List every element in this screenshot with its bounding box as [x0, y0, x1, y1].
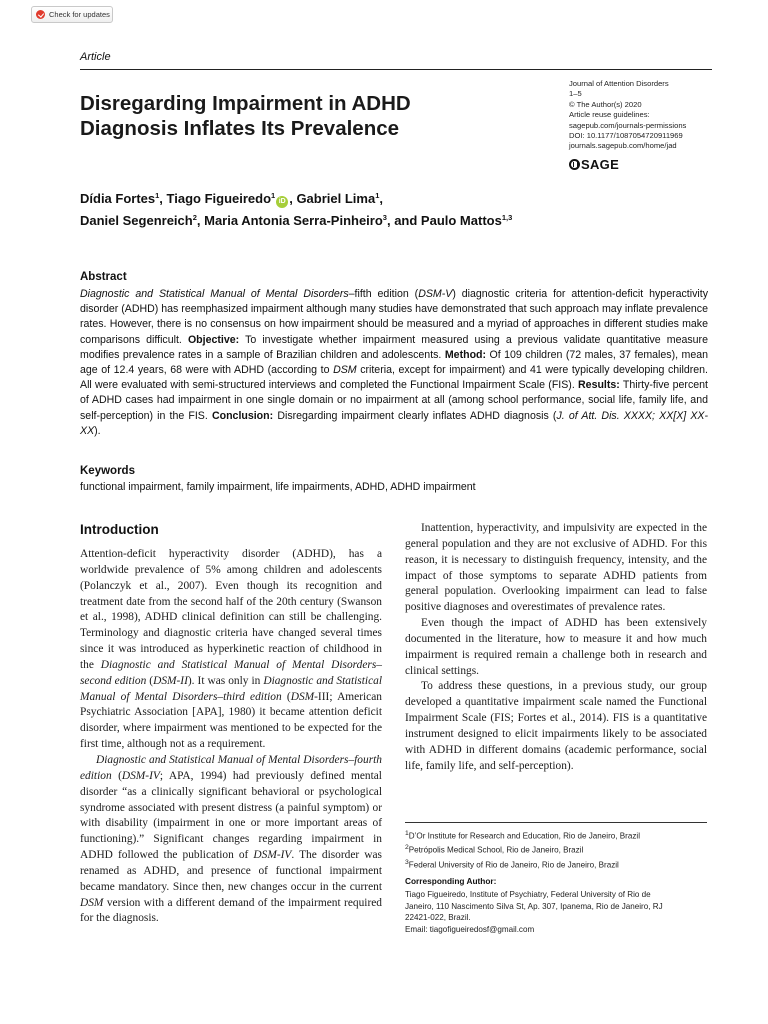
- objective-label: Objective:: [187, 333, 240, 346]
- body-column-right: [405, 521, 707, 775]
- text-fragment: -III; American Psychiatric Association [APA], 1980) it became attention deficit disorder, where impairment was mentioned to be expected for the first time, although not as a requirement.: [80, 690, 382, 751]
- affiliation-text: Petrópolis Medical School, Rio de Janeiro, Brazil: [408, 845, 584, 855]
- keywords-text: functional impairment, family impairment, life impairments, ADHD, ADHD impairment: [80, 481, 476, 493]
- text-fragment: Attention-deficit hyperactivity disorder (ADHD), has a worldwide prevalence of 5% among children and adolescents (Polanczyk et al., 2007). Even though its recognition and treatment date from the second half of the 20th century (Swanson et al., 1998), ADHD clinical definition can still be challenging. Terminology and diagnostic criteria have changed several times since it was introduced as hyperkinetic reaction of childhood in the: [80, 548, 382, 671]
- affiliations: [405, 828, 707, 871]
- article-type: Article: [80, 51, 111, 63]
- footnote-divider: [405, 822, 707, 823]
- method-label: Method:: [444, 348, 487, 361]
- author-name: Dídia Fortes: [80, 191, 156, 206]
- header-divider: [80, 69, 712, 70]
- results-label: Results:: [578, 379, 620, 392]
- author-line: Dídia Fortes$^1$, Tiago Figueiredo$^1$iD , Gabriel Lima$^1$,: [80, 191, 383, 206]
- text-fragment: Diagnostic and Statistical Manual of Mental Disorders–fourth edition: [80, 753, 382, 782]
- affiliation-number: 1: [405, 830, 409, 837]
- author-name: Paulo Mattos: [420, 213, 502, 228]
- affiliation-marker: 1: [155, 191, 160, 200]
- affiliation-item: [405, 857, 707, 871]
- journal-home-link[interactable]: journals.sagepub.com/home/jad: [569, 141, 677, 151]
- paragraph: Even though the impact of ADHD has been extensively documented in the literature, how to measure it and how much impairment is required remain a challenge both in research and clinical settings.: [405, 617, 707, 677]
- abstract-fragment: –fifth edition (: [348, 288, 419, 300]
- abstract-fragment: ) diagnostic criteria for attention-deficit hyperactivity disorder (ADHD) has reemphasized impairment although many studies have demonstrated that such approach may inflate prevalence rates. However, there is no consensus on how impairment should be measured and a myriad of approaches in different studies make comparisons difficult.: [80, 288, 708, 346]
- affiliation-marker: 1: [271, 191, 276, 200]
- publisher-name: SAGE: [581, 157, 620, 172]
- text-fragment: Diagnostic and Statistical Manual of Mental Disorders–third edition: [80, 674, 382, 703]
- abstract-heading: Abstract: [80, 271, 127, 283]
- affiliation-marker: 1: [375, 191, 380, 200]
- check-icon: [36, 10, 45, 19]
- introduction-heading: Introduction: [80, 522, 159, 537]
- permissions-link[interactable]: sagepub.com/journals-permissions: [569, 120, 687, 130]
- objective-text: To investigate whether impairment measured using a previous validate quantitative measure modifies prevalence rates in a sample of Brazilian children and adolescents.: [80, 333, 708, 361]
- journal-meta: [569, 79, 719, 152]
- text-fragment: version with a different demand of the impairment required for the diagnosis.: [80, 896, 382, 925]
- paragraph: To address these questions, in a previous study, our group developed a quantitative impairment scale named the Functional Impairment Scale (FIS; Fortes et al., 2014). FIS is a quantitative instrument designed to elicit impairments likely to be associated with ADHD in different domains (academic performance, social life, family life, and self-perception).: [405, 680, 707, 772]
- corresponding-line: Janeiro, 110 Nascimento Silva St, Ap. 307, Ipanema, Rio de Janeiro, RJ: [405, 901, 663, 911]
- affiliation-item: [405, 842, 707, 856]
- text-fragment: DSM-IV: [253, 849, 292, 862]
- method-text: criteria, except for impairment) and 41 were typically developing children. All were evaluated with semi-structured interviews and completed the Functional Impairment Scale (FIS).: [80, 364, 708, 392]
- author-name: Maria Antonia Serra-Pinheiro: [204, 213, 383, 228]
- text-fragment: DSM-II: [153, 674, 188, 687]
- corresponding-line: 22421-022, Brazil.: [405, 913, 471, 923]
- conclusion-text: Disregarding impairment clearly inflates ADHD diagnosis (: [277, 409, 557, 422]
- affiliation-marker: 3: [382, 213, 387, 222]
- keywords-heading: Keywords: [80, 465, 135, 477]
- abstract-fragment: ).: [94, 424, 101, 437]
- author-line: Daniel Segenreich$^2$, Maria Antonia Serra-Pinheiro$^3$, and Paulo Mattos$^{1,3}$: [80, 213, 513, 228]
- paragraph: Inattention, hyperactivity, and impulsivity are expected in the general population and they are not exclusive of ADHD. For this reason, it is necessary to distinguish frequency, intensity, and the impact of those symptoms to separate ADHD patients from general population. Overlooking impairment can lead to false positive diagnoses and overestimates of prevalence rates.: [405, 522, 707, 614]
- journal-name: Journal of Attention Disorders: [569, 79, 669, 88]
- results-text: Thirty-five percent of ADHD cases had impairment in one single domain or no impairment at all (among school performance, social life, family life, and self-perception) in the FIS.: [80, 379, 708, 422]
- corresponding-author-heading: Corresponding Author:: [405, 876, 497, 886]
- body-column-left: [80, 547, 382, 927]
- affiliation-marker: 2: [192, 213, 197, 222]
- check-for-updates-label: Check for updates: [49, 10, 110, 19]
- corresponding-line: Tiago Figueiredo, Institute of Psychiatry, Federal University of Rio de: [405, 890, 651, 899]
- abstract-fragment: DSM-V: [418, 288, 453, 300]
- sage-icon: [569, 159, 580, 170]
- abstract-text: [80, 287, 708, 439]
- citation: J. of Att. Dis. XXXX; XX[X] XX-XX: [80, 409, 709, 437]
- method-text: Of 109 children (72 males, 37 females), mean age of 12.4 years, 68 were with ADHD (according to: [80, 348, 709, 377]
- text-fragment: (: [111, 769, 122, 782]
- text-fragment: ). It was only in: [187, 674, 264, 687]
- paragraph: [80, 547, 382, 753]
- orcid-icon[interactable]: iD: [276, 196, 288, 208]
- text-fragment: (: [281, 690, 291, 703]
- conclusion-label: Conclusion:: [211, 409, 274, 422]
- copyright: © The Author(s) 2020: [569, 99, 642, 109]
- title-line: Diagnosis Inflates Its Prevalence: [80, 117, 400, 140]
- affiliation-text: Federal University of Rio de Janeiro, Rio de Janeiro, Brazil: [408, 860, 619, 870]
- text-fragment: DSM: [290, 690, 315, 703]
- affiliation-number: 3: [405, 858, 409, 866]
- text-fragment: Diagnostic and Statistical Manual of Mental Disorders–second edition: [80, 658, 382, 687]
- author-name: Daniel Segenreich: [80, 213, 193, 228]
- doi-link[interactable]: DOI: 10.1177/1087054720911969: [569, 131, 683, 141]
- affiliation-item: [405, 828, 707, 842]
- author-list: [80, 186, 640, 230]
- corresponding-author: [405, 889, 705, 935]
- text-fragment: . The disorder was renamed as ADHD, and presence of functional impairment became mandatory. Since then, new changes occur in the current: [80, 849, 382, 893]
- text-fragment: DSM: [80, 896, 104, 909]
- author-name: Gabriel Lima: [296, 191, 376, 206]
- paper-title: [80, 91, 550, 141]
- check-for-updates-button[interactable]: [31, 6, 113, 23]
- affiliation-number: 2: [405, 844, 409, 852]
- abstract-fragment: DSM: [333, 364, 357, 377]
- reuse-guidelines-label: Article reuse guidelines:: [569, 110, 650, 120]
- publisher-logo: [569, 157, 619, 172]
- text-fragment: (: [146, 674, 154, 687]
- paragraph: [80, 753, 382, 927]
- title-line: Disregarding Impairment in ADHD: [80, 92, 411, 115]
- affiliation-marker: 1,3: [501, 213, 513, 222]
- corresponding-email[interactable]: Email: tiagofigueiredosf@gmail.com: [405, 924, 535, 934]
- text-fragment: DSM-IV: [121, 769, 160, 782]
- page-range: 1–5: [569, 89, 582, 99]
- text-fragment: ; APA, 1994) had previously defined mental disorder “as a clinically significant behavioral or psychological syndrome associated with present distress (a painful symptom) or with disability (impairment in one or more important areas of functioning).” Significant changes regarding impairment in ADHD followed the publication of: [80, 769, 382, 862]
- abstract-dsm-title: Diagnostic and Statistical Manual of Mental Disorders: [80, 288, 349, 300]
- author-name: Tiago Figueiredo: [166, 191, 272, 206]
- affiliation-text: D’Or Institute for Research and Education, Rio de Janeiro, Brazil: [408, 831, 640, 841]
